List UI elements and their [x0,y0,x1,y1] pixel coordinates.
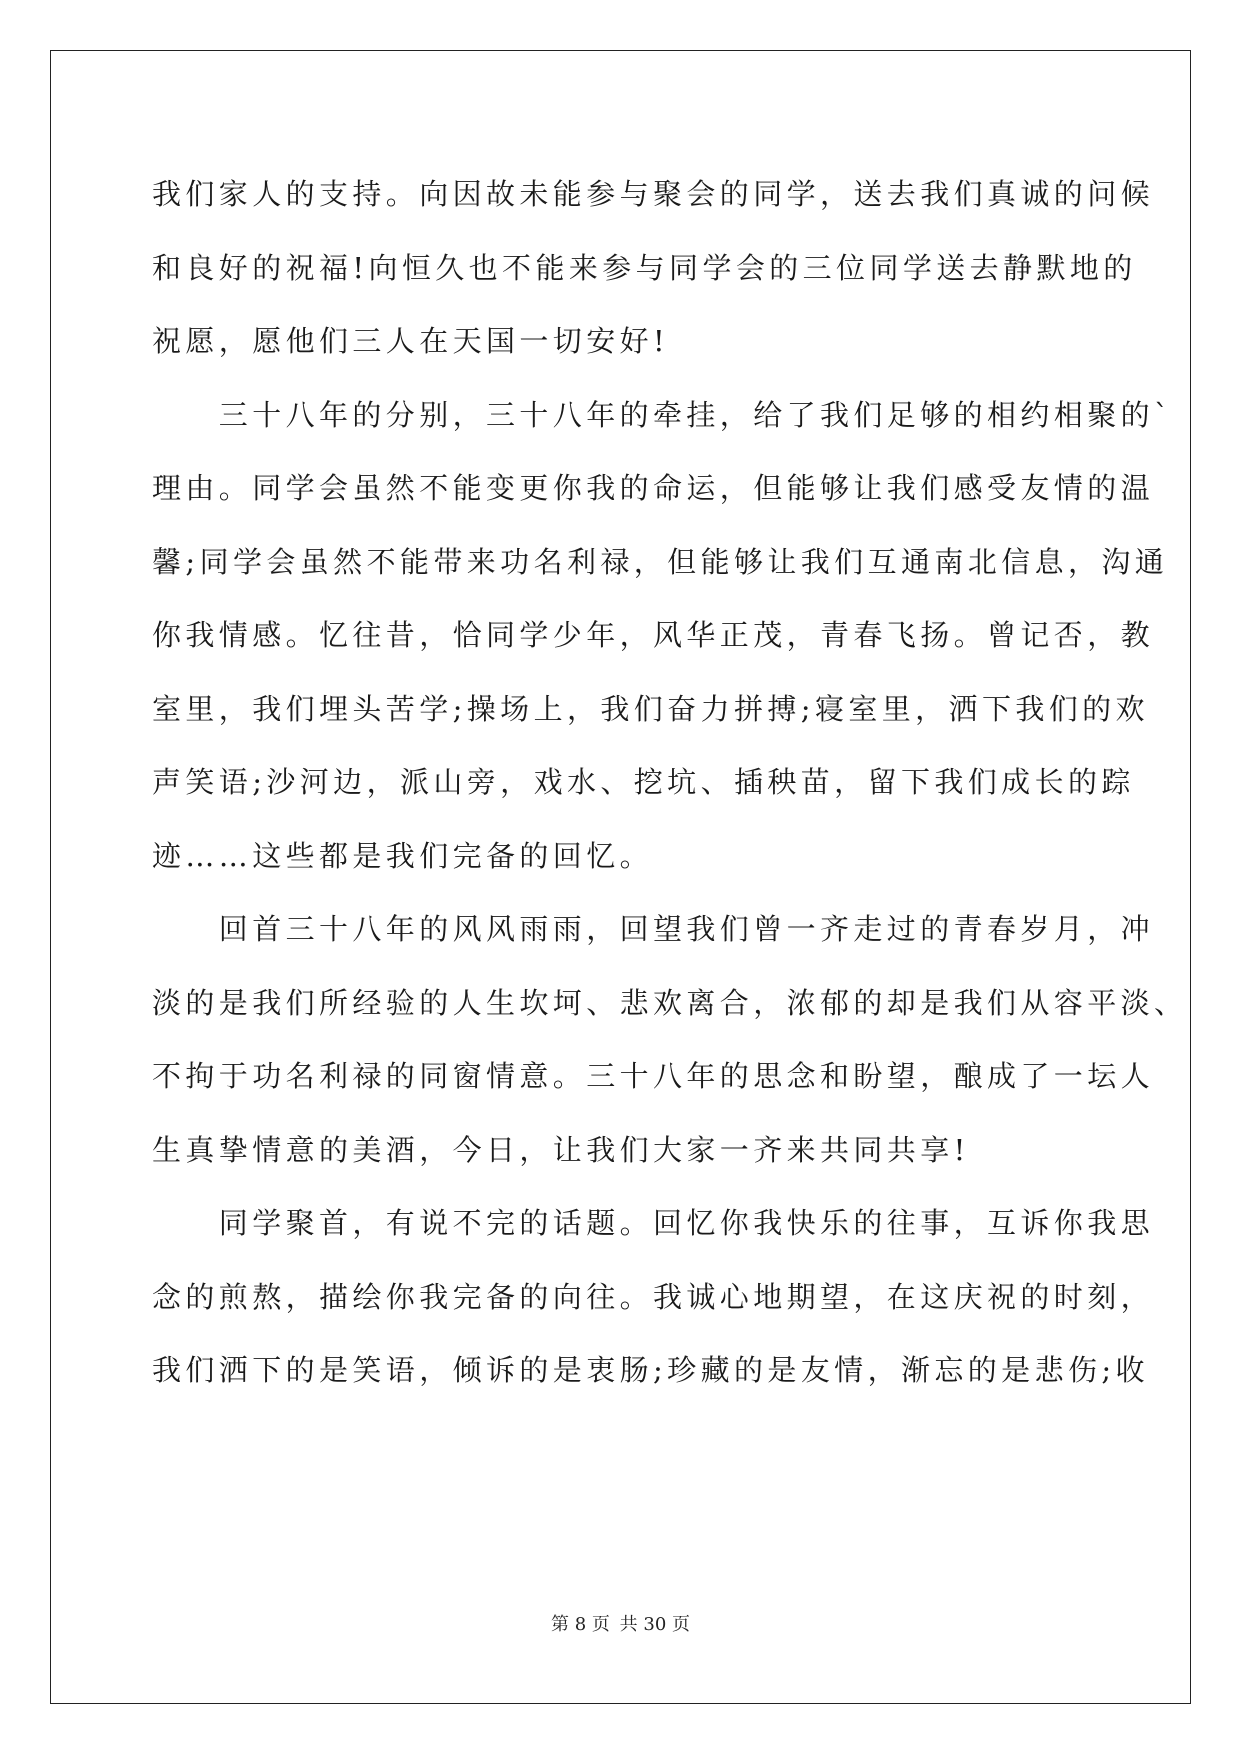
text-line: 和良好的祝福!向恒久也不能来参与同学会的三位同学送去静默地的 [152,250,1137,285]
text-line: 声笑语;沙河边，派山旁，戏水、挖坑、插秧苗，留下我们成长的踪 [152,765,1135,799]
text-line: 淡的是我们所经验的人生坎坷、悲欢离合，浓郁的却是我们从容平淡、 [152,985,1188,1020]
page-footer [0,1610,1241,1636]
text-line: 你我情感。忆往昔，恰同学少年，风华正茂，青春飞扬。曾记否，教 [152,618,1155,652]
text-line: 不拘于功名利禄的同窗情意。三十八年的思念和盼望，酿成了一坛人 [152,1059,1155,1093]
text-line: 迹……这些都是我们完备的回忆。 [152,838,654,873]
page-total: 共 30 页 [619,1614,690,1635]
page-number: 第 8 页 [551,1614,610,1635]
text-line: 生真挚情意的美酒，今日，让我们大家一齐来共同共享! [152,1132,970,1167]
text-line: 念的煎熬，描绘你我完备的向往。我诚心地期望，在这庆祝的时刻， [152,1279,1155,1314]
text-line: 回首三十八年的风风雨雨，回望我们曾一齐走过的青春岁月，冲 [152,912,1155,946]
text-line: 祝愿，愿他们三人在天国一切安好! [152,324,670,358]
text-line: 理由。同学会虽然不能变更你我的命运，但能够让我们感受友情的温 [152,471,1155,505]
text-line: 我们家人的支持。向因故未能参与聚会的同学，送去我们真诚的问候 [152,177,1155,211]
text-line: 馨;同学会虽然不能带来功名利禄，但能够让我们互通南北信息，沟通 [152,544,1169,579]
text-line: 同学聚首，有说不完的话题。回忆你我快乐的往事，互诉你我思 [152,1206,1155,1240]
document-body [152,158,1188,1408]
text-line: 我们洒下的是笑语，倾诉的是衷肠;珍藏的是友情，渐忘的是悲伤;收 [152,1353,1149,1387]
text-line: 三十八年的分别，三十八年的牵挂，给了我们足够的相约相聚的` [152,397,1173,432]
text-line: 室里，我们埋头苦学;操场上，我们奋力拼搏;寝室里，洒下我们的欢 [152,691,1149,726]
